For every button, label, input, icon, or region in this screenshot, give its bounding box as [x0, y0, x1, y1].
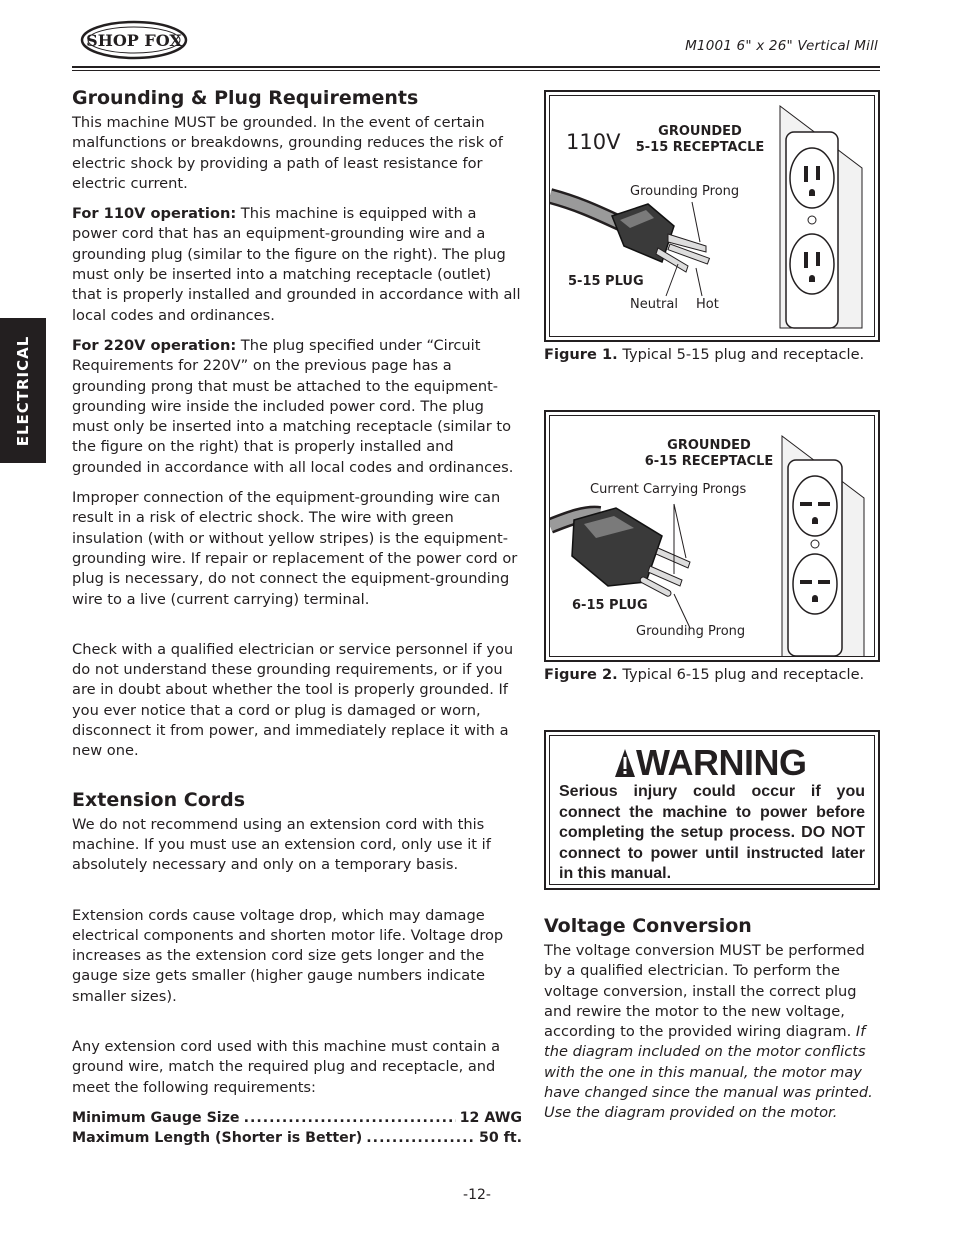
- grounding-paragraph-4: Improper connection of the equipment-grounding wire can result in a risk of electric shock. The wire with green insulation (with or without yellow stripes) is the equipment-grounding wire. If repair or replacement of the power cord or plug is necessary, do not connect the equipment-grounding wire to a live (current carrying) terminal.: [72, 489, 518, 608]
- left-column: [72, 86, 522, 1148]
- paragraph-italic: If the diagram included on the motor conflicts with the one in this manual, the motor may have changed since the manual was printed. Use the diagram provided on the motor.: [544, 1023, 873, 1122]
- warning-text: Serious injury could occur if you connect the machine to power before completing the setup process. DO NOT connect to power until instructed later in this manual.: [559, 783, 865, 882]
- grounding-paragraph-5: Check with a qualified electrician or service personnel if you do not understand these grounding requirements, or if you are in doubt about whether the tool is properly grounded. If you ever notice that a cord or plug is damaged or worn, disconnect it from power, and immediately replace it with a new one.: [72, 640, 514, 760]
- paragraph-body: The voltage conversion MUST be performed by a qualified electrician. To perform the voltage conversion, install the correct plug and rewire the motor to the new voltage, according to the provided wiring diagram.: [544, 942, 865, 1041]
- figure-2-plug-label: 6-15 PLUG: [572, 598, 648, 613]
- caption-lead: Figure 2.: [544, 666, 618, 683]
- figure-1-voltage: 110V: [566, 130, 621, 154]
- figure-1-receptacle-label: GROUNDED 5-15 RECEPTACLE: [635, 124, 765, 155]
- section-tab-label: ELECTRICAL: [14, 335, 32, 446]
- grounding-heading: Grounding & Plug Requirements: [72, 87, 419, 109]
- warning-title: WARNING: [636, 742, 807, 783]
- warning-box: [544, 730, 880, 890]
- figure-1: [544, 90, 880, 342]
- caption-lead: Figure 1.: [544, 346, 618, 363]
- section-tab: [0, 318, 46, 463]
- figure-1-grounding-prong-label: Grounding Prong: [630, 184, 740, 199]
- requirement-value: 12 AWG: [459, 1109, 522, 1126]
- figure-1-plug-label: 5-15 PLUG: [568, 274, 644, 289]
- figure-1-hot-label: Hot: [696, 297, 719, 312]
- requirement-value: 50 ft.: [478, 1129, 522, 1146]
- extension-heading: Extension Cords: [72, 788, 246, 811]
- requirement-row: [72, 1108, 522, 1128]
- requirement-label: Maximum Length (Shorter is Better): [72, 1129, 363, 1146]
- figure-1-neutral-label: Neutral: [630, 297, 678, 312]
- grounding-paragraph-1: This machine MUST be grounded. In the event of certain malfunctions or breakdowns, grounding reduces the risk of electric shock by providing a path of least resistance for electric current.: [72, 114, 503, 192]
- extension-paragraph-2: Extension cords cause voltage drop, which may damage electrical components and shorten motor life. Voltage drop increases as the extension cord size gets longer and the gauge size gets smaller (higher gauge numbers indicate smaller sizes).: [72, 906, 504, 1005]
- caption-body: Typical 5-15 plug and receptacle.: [617, 346, 865, 363]
- header-rule-thick: [72, 66, 880, 68]
- warning-icon: [614, 748, 636, 778]
- paragraph-body: The plug specified under “Circuit Requirements for 220V” on the previous page has a grounding prong that must be attached to the equipment-grounding wire inside the included power cord. The plug must only be inserted into a matching receptacle (similar to the figure on the right) that is properly installed and grounded in accordance with all local codes and ordinances.: [72, 336, 514, 476]
- figure-2-grounding-prong-label: Grounding Prong: [636, 624, 746, 639]
- shop-fox-logo: [80, 20, 188, 60]
- caption-body: Typical 6-15 plug and receptacle.: [617, 666, 865, 683]
- logo-text: SHOP FOX: [86, 31, 182, 50]
- extension-paragraph-3: Any extension cord used with this machine must contain a ground wire, match the required plug and receptacle, and meet the following requirements:: [72, 1037, 501, 1096]
- voltage-conversion-section: [544, 914, 884, 1124]
- figure-2-current-prongs-label: Current Carrying Prongs: [590, 482, 747, 497]
- figure-2: [544, 410, 880, 662]
- paragraph-body: This machine is equipped with a power cord that has an equipment-grounding wire and a grounding plug (similar to the figure on the right). The plug must only be inserted into a matching receptacle (outlet) that is properly installed and grounded in accordance with all local codes and ordinances.: [72, 205, 521, 324]
- document-title: M1001 6" x 26" Vertical Mill: [685, 38, 878, 54]
- requirement-label: Minimum Gauge Size: [72, 1109, 240, 1126]
- grounding-220v-paragraph: [72, 336, 522, 478]
- figure-1-caption: [544, 346, 864, 363]
- voltage-conversion-heading: Voltage Conversion: [544, 915, 752, 937]
- page-number: -12-: [463, 1187, 491, 1203]
- grounding-110v-paragraph: [72, 204, 522, 326]
- extension-paragraph-1: We do not recommend using an extension cord with this machine. If you must use an extension cord, only use it if absolutely necessary and only on a temporary basis.: [72, 815, 491, 874]
- header-rule-thin: [72, 70, 880, 71]
- requirement-row: [72, 1128, 522, 1148]
- figure-2-receptacle-label: GROUNDED 6-15 RECEPTACLE: [644, 438, 774, 469]
- paragraph-lead: For 110V operation:: [72, 205, 237, 223]
- figure-2-caption: [544, 666, 864, 683]
- voltage-conversion-paragraph: [544, 941, 884, 1124]
- paragraph-lead: For 220V operation:: [72, 336, 237, 354]
